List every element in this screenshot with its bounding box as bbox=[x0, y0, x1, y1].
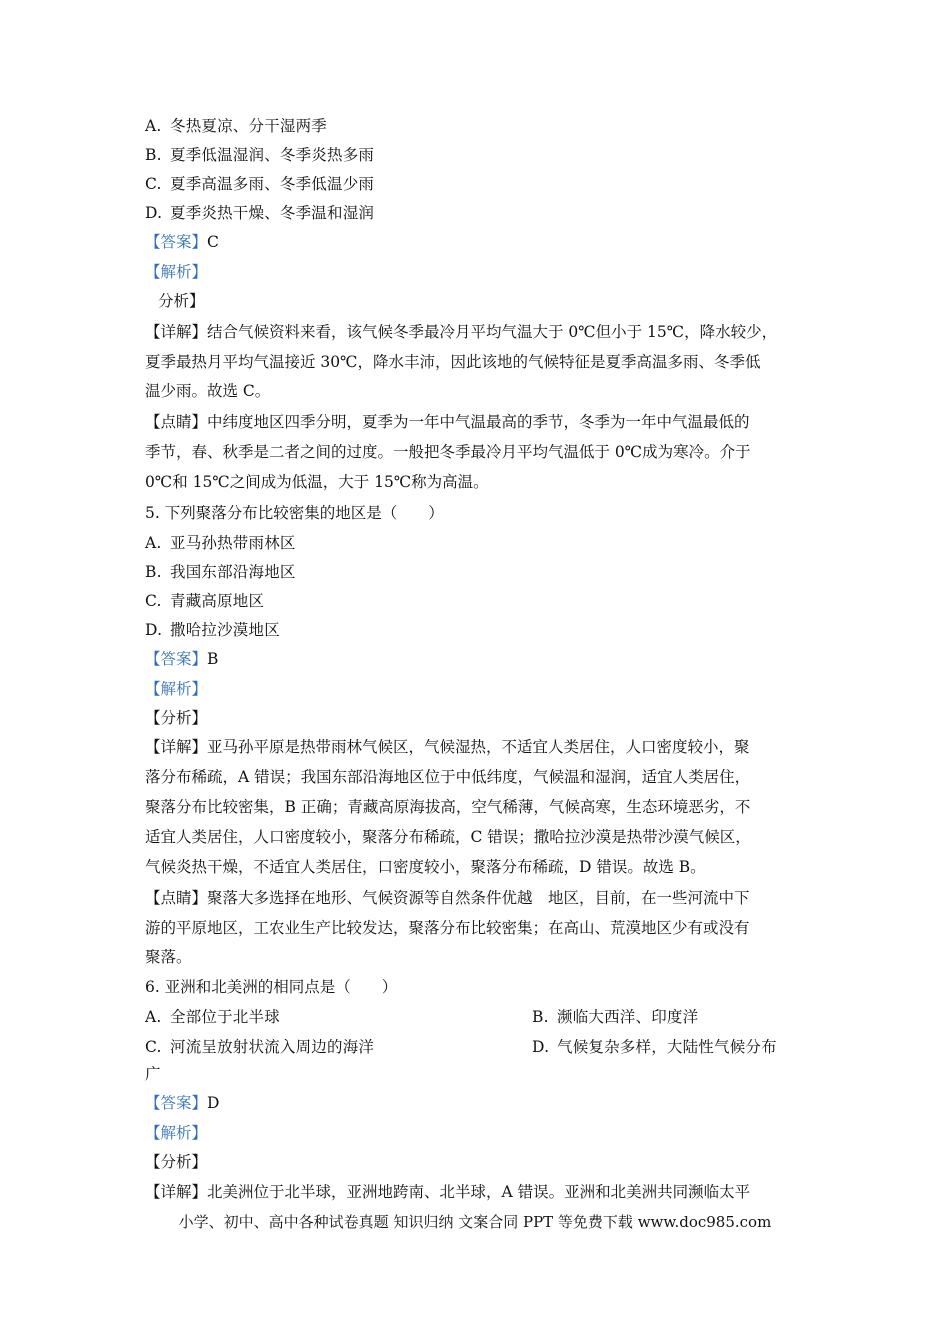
q5-detail-line-2: 落分布稀疏，A 错误；我国东部沿海地区位于中低纬度，气候温和湿润，适宜人类居住， bbox=[145, 768, 751, 786]
q6-detail-line-1: 【详解】北美洲位于北半球，亚洲地跨南、北半球，A 错误。亚洲和北美洲共同濒临太平 bbox=[145, 1183, 751, 1201]
q5-option-c: C. 青藏高原地区 bbox=[145, 592, 265, 610]
q5-detail-line-5: 气候炎热干燥，不适宜人类居住，口密度较小，聚落分布稀疏，D 错误。故选 B。 bbox=[145, 858, 706, 876]
q4-detail-line-1: 【详解】结合气候资料来看，该气候冬季最冷月平均气温大于 0℃但小于 15℃，降水较少， bbox=[145, 323, 778, 341]
q6-option-d-wrap: 广 bbox=[145, 1065, 161, 1083]
q5-question: 5. 下列聚落分布比较密集的地区是（ ） bbox=[145, 504, 444, 522]
q4-tip-line-2: 季节，春、秋季是二者之间的过度。一般把冬季最冷月平均气温低于 0℃成为寒冷。介于 bbox=[145, 443, 751, 461]
q5-detail-line-4: 适宜人类居住，人口密度较小，聚落分布稀疏，C 错误；撒哈拉沙漠是热带沙漠气候区， bbox=[145, 828, 751, 846]
q6-analysis-tag: 【解析】 bbox=[145, 1124, 208, 1142]
q5-detail-line-1: 【详解】亚马孙平原是热带雨林气候区，气候湿热，不适宜人类居住，人口密度较小，聚 bbox=[145, 738, 750, 756]
q6-option-a: A. 全部位于北半球 bbox=[145, 1008, 280, 1026]
q6-answer: 【答案】D bbox=[145, 1094, 220, 1112]
page-footer: 小学、初中、高中各种试卷真题 知识归纳 文案合同 PPT 等免费下载 www.doc985.com bbox=[178, 1213, 772, 1231]
q6-option-c: C. 河流呈放射状流入周边的海洋 bbox=[145, 1038, 375, 1056]
q4-tip-line-3: 0℃和 15℃之间成为低温，大于 15℃称为高温。 bbox=[145, 473, 489, 491]
q5-detail-line-3: 聚落分布比较密集，B 正确；青藏高原海拔高，空气稀薄，气候高寒，生态环境恶劣，不 bbox=[145, 798, 751, 816]
q4-option-c: C. 夏季高温多雨、冬季低温少雨 bbox=[145, 175, 375, 193]
q5-analysis-tag: 【解析】 bbox=[145, 680, 208, 698]
q4-fenxi: 分析】 bbox=[158, 292, 205, 310]
q6-fenxi: 【分析】 bbox=[145, 1153, 208, 1171]
q4-detail-line-2: 夏季最热月平均气温接近 30℃，降水丰沛，因此该地的气候特征是夏季高温多雨、冬季低 bbox=[145, 353, 761, 371]
q5-tip-line-2: 游的平原地区，工农业生产比较发达，聚落分布比较密集；在高山、荒漠地区少有或没有 bbox=[145, 919, 750, 937]
q4-tip-line-1: 【点睛】中纬度地区四季分明，夏季为一年中气温最高的季节，冬季为一年中气温最低的 bbox=[145, 413, 750, 431]
q5-option-a: A. 亚马孙热带雨林区 bbox=[145, 534, 296, 552]
q5-tip-line-1: 【点睛】聚落大多选择在地形、气候资源等自然条件优越 地区，目前，在一些河流中下 bbox=[145, 889, 750, 907]
q4-option-d: D. 夏季炎热干燥、冬季温和湿润 bbox=[145, 204, 375, 222]
q4-option-b: B. 夏季低温湿润、冬季炎热多雨 bbox=[145, 146, 375, 164]
q5-answer: 【答案】B bbox=[145, 650, 219, 668]
q6-option-b: B. 濒临大西洋、印度洋 bbox=[532, 1008, 699, 1026]
q4-option-a: A. 冬热夏凉、分干湿两季 bbox=[145, 117, 328, 135]
q4-detail-line-3: 温少雨。故选 C。 bbox=[145, 382, 271, 400]
q5-option-d: D. 撒哈拉沙漠地区 bbox=[145, 621, 280, 639]
q4-analysis-tag: 【解析】 bbox=[145, 263, 208, 281]
q5-option-b: B. 我国东部沿海地区 bbox=[145, 563, 296, 581]
q6-option-d: D. 气候复杂多样，大陆性气候分布 bbox=[532, 1038, 777, 1056]
q5-fenxi: 【分析】 bbox=[145, 709, 208, 727]
q6-question: 6. 亚洲和北美洲的相同点是（ ） bbox=[145, 978, 398, 996]
q5-tip-line-3: 聚落。 bbox=[145, 948, 192, 966]
q4-answer: 【答案】C bbox=[145, 233, 219, 251]
